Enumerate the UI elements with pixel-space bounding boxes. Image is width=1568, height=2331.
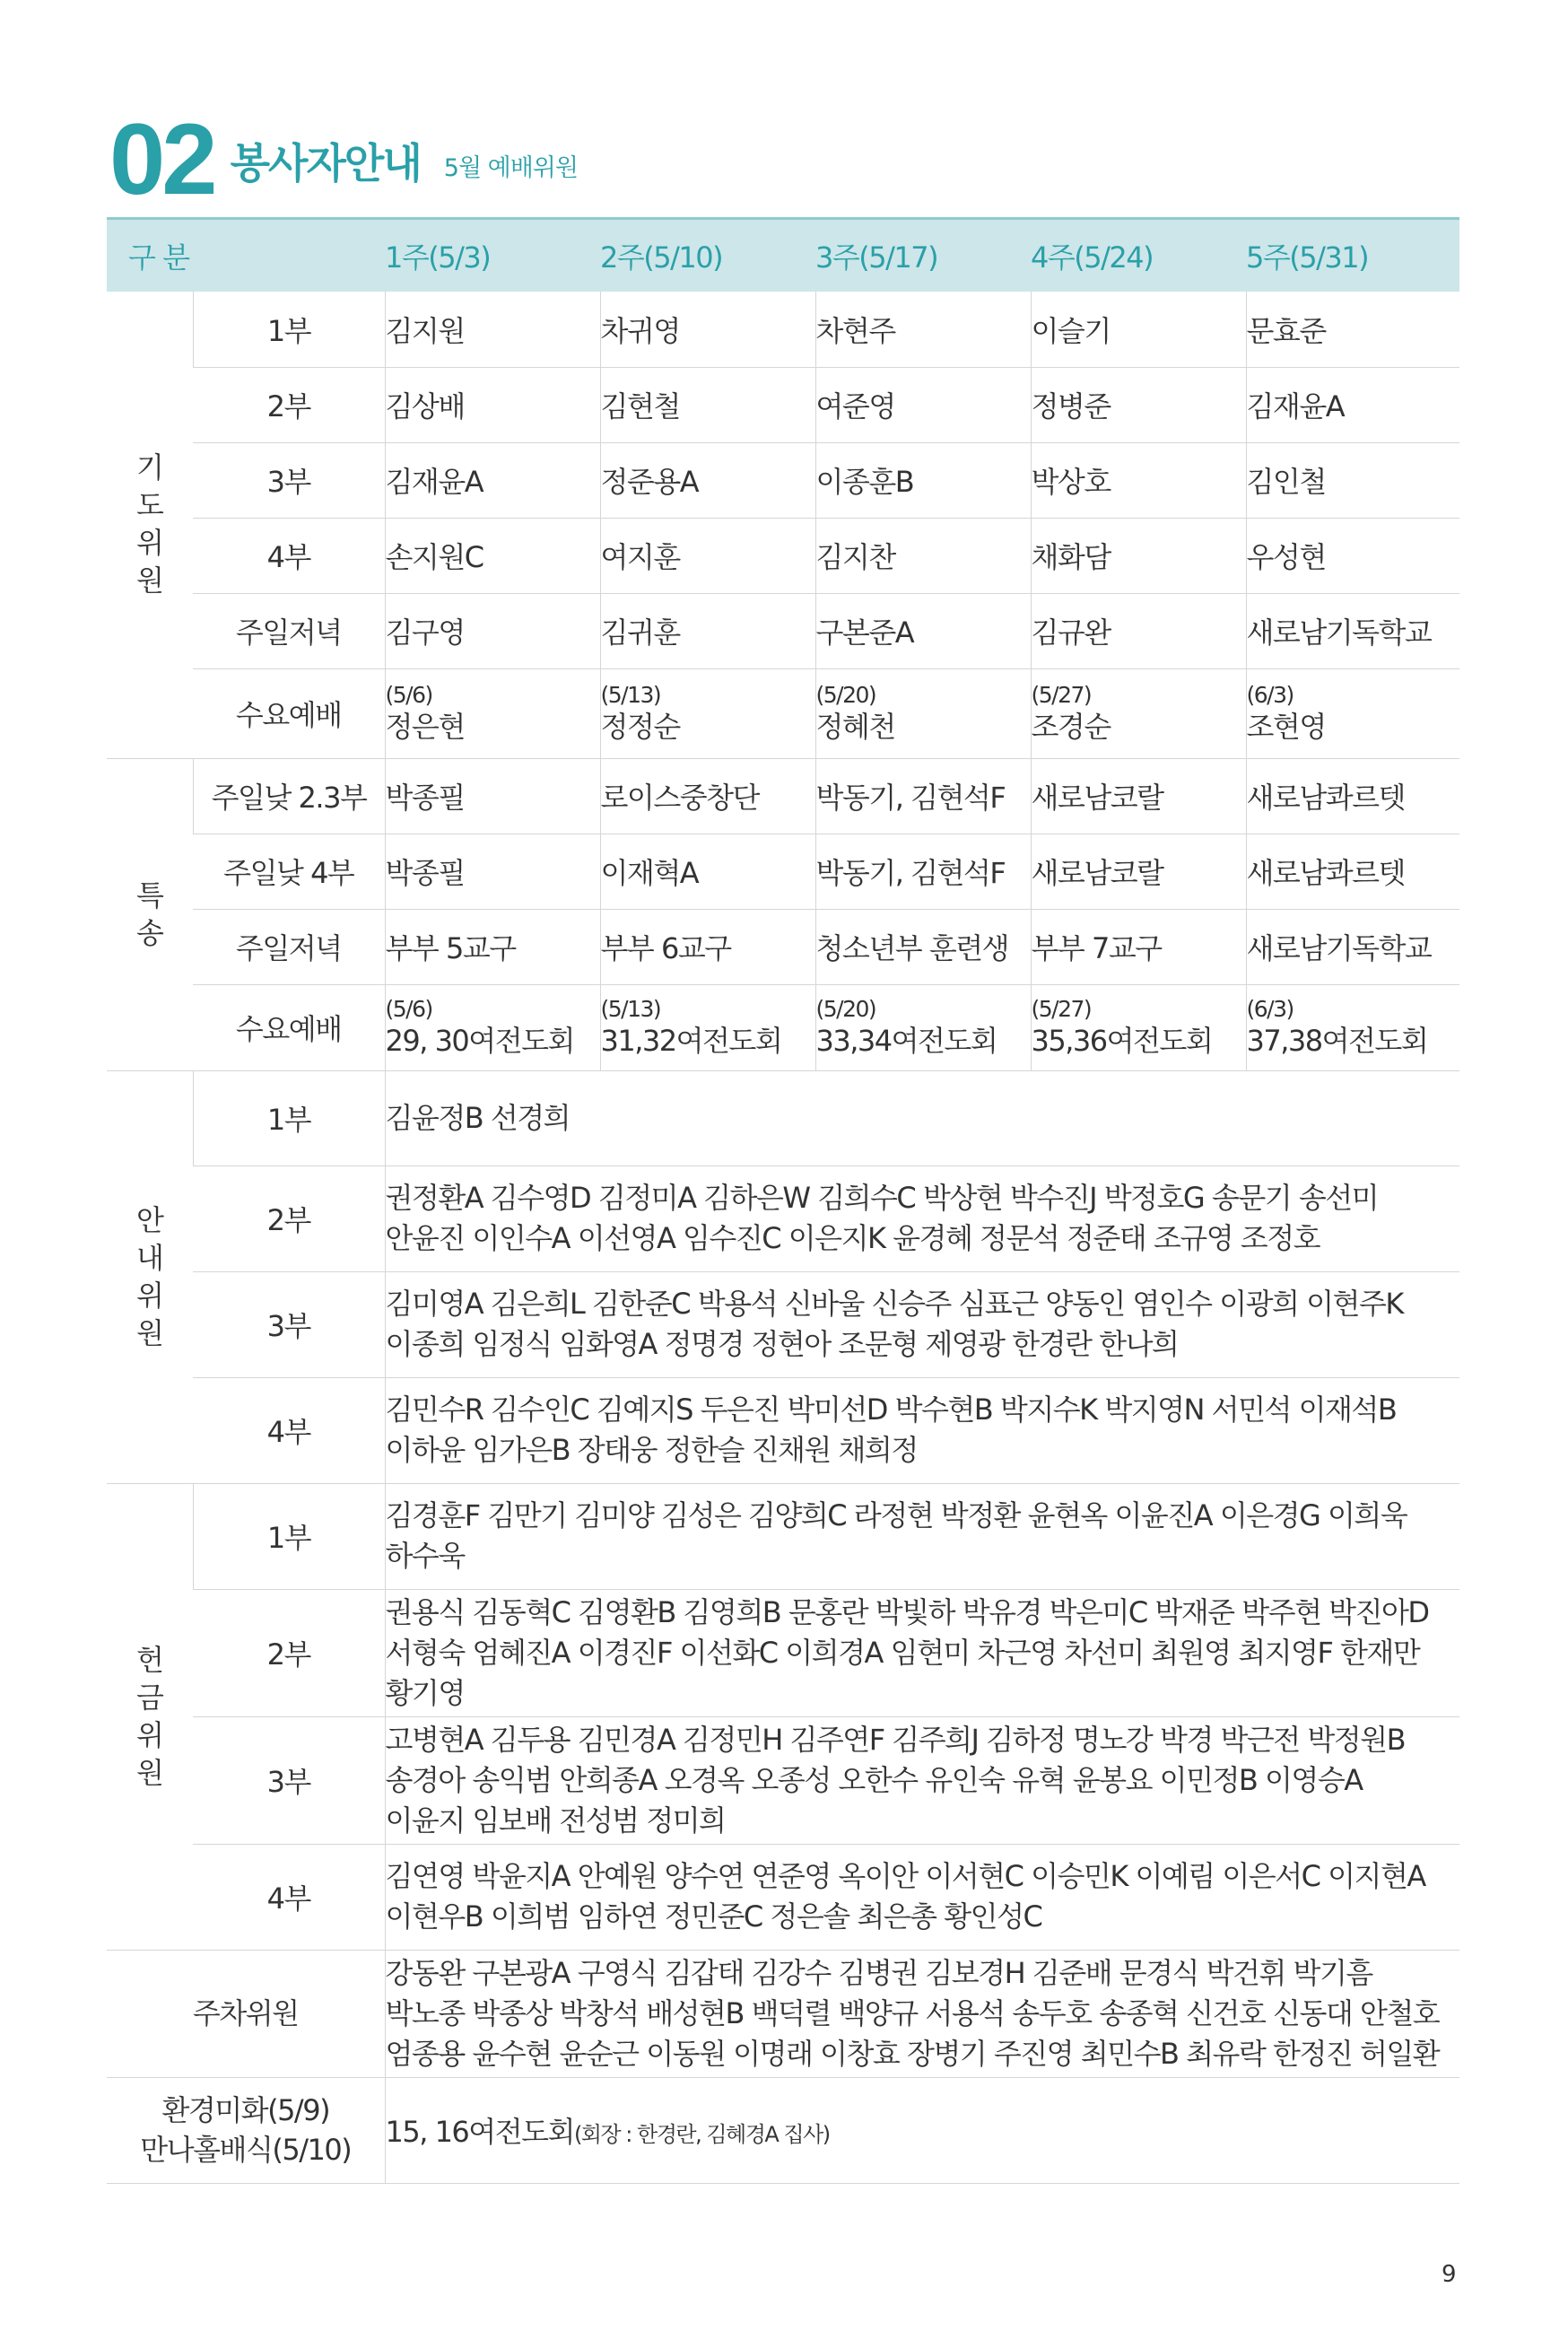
table-row [107,1950,1459,2077]
table-row [107,1070,1459,1166]
header-week-2: 2주(5/10) [600,219,815,292]
header-category: 구 분 [107,219,385,292]
table-cell: 박종필 [385,758,600,834]
header-week-3: 3주(5/17) [815,219,1031,292]
table-cell: 김인철 [1246,442,1459,518]
table-cell [1031,984,1246,1070]
row-label: 4부 [193,1377,385,1483]
names-line: 송경아 송익범 안희종A 오경옥 오종성 오한수 유인숙 유혁 윤봉요 이민정B 이영승A [385,1762,1363,1797]
header-week-1: 1주(5/3) [385,219,600,292]
table-row [107,1483,1459,1589]
names-line: 서형숙 엄혜진A 이경진F 이선화C 이희경A 임현미 차근영 차선미 최원영 최지영F 한재만 [385,1635,1420,1670]
names-line: 이종희 임정식 임화영A 정명경 정현아 조문형 제영광 한경란 한나희 [385,1327,1179,1361]
table-row [107,2077,1459,2183]
cell-name: 29, 30여전도회 [385,1024,574,1058]
row-label: 수요예배 [193,984,385,1070]
page-number: 9 [1442,2261,1457,2288]
cell-date: (5/27) [1031,996,1092,1022]
names-line: 권정환A 김수영D 김정미A 김하은W 김희수C 박상현 박수진J 박정호G 송문기 송선미 [385,1181,1379,1215]
table-cell: 박상호 [1031,442,1246,518]
env-note-text: (회장 : 한경란, 김혜경A 집사) [573,2122,830,2147]
table-cell: 새로남콰르텟 [1246,758,1459,834]
row-label: 주일저녁 [193,593,385,668]
cell-date: (6/3) [1246,996,1294,1022]
section-subtitle: 5월 예배위원 [443,154,578,182]
table-cell [1031,668,1246,758]
names-cell [385,1271,1459,1377]
row-label: 4부 [193,518,385,593]
table-cell: 김상배 [385,367,600,442]
table-cell: 김지원 [385,292,600,367]
table-cell [1246,984,1459,1070]
table-cell: 구본준A [815,593,1031,668]
row-label: 2부 [193,1166,385,1271]
table-cell: 부부 6교구 [600,909,815,984]
table-cell [385,668,600,758]
cell-name: 조현영 [1246,710,1326,744]
names-line: 이윤지 임보배 전성범 정미희 [385,1803,726,1838]
table-cell: 채화담 [1031,518,1246,593]
table-row [107,1589,1459,1716]
table-cell [1246,668,1459,758]
table-cell: 새로남기독학교 [1246,909,1459,984]
table-cell: 박동기, 김현석F [815,834,1031,909]
table-cell [385,984,600,1070]
table-cell [600,984,815,1070]
table-row [107,909,1459,984]
cell-date: (5/13) [600,682,661,708]
names-cell [385,1377,1459,1483]
names-line: 김윤정B 선경희 [385,1100,571,1135]
cell-name: 37,38여전도회 [1246,1024,1428,1058]
row-label: 1부 [193,1483,385,1589]
table-cell: 새로남기독학교 [1246,593,1459,668]
names-line: 김미영A 김은희L 김한준C 박용석 신바울 신승주 심표근 양동인 염인수 이광희 이현주K [385,1287,1403,1321]
table-row [107,984,1459,1070]
names-line: 엄종용 윤수현 윤순근 이동원 이명래 이창효 장병기 주진영 최민수B 최유락 한정진 허일환 [385,2036,1440,2071]
table-cell: 이종훈B [815,442,1031,518]
names-line: 강동완 구본광A 구영식 김갑태 김강수 김병권 김보경H 김준배 문경식 박건휘 박기흠 [385,1955,1372,1990]
cell-name: 35,36여전도회 [1031,1024,1213,1058]
names-cell [385,1844,1459,1950]
table-cell: 청소년부 훈련생 [815,909,1031,984]
table-cell [815,668,1031,758]
category-environment [107,2077,385,2183]
table-cell: 차현주 [815,292,1031,367]
names-line: 이현우B 이희범 임하연 정민준C 정은솔 최은총 황인성C [385,1899,1042,1934]
volunteer-schedule-table [107,217,1459,2184]
env-cell [385,2077,1459,2183]
table-cell: 새로남콰르텟 [1246,834,1459,909]
cell-date: (5/6) [385,682,432,708]
row-label: 주일낮 4부 [193,834,385,909]
row-label: 3부 [193,1271,385,1377]
table-cell: 여지훈 [600,518,815,593]
category-parking: 주차위원 [107,1950,385,2077]
row-label: 주일낮 2.3부 [193,758,385,834]
section-header [109,103,578,215]
row-label: 4부 [193,1844,385,1950]
category-prayer: 기도위원 [107,292,193,758]
table-cell: 김귀훈 [600,593,815,668]
table-cell: 우성현 [1246,518,1459,593]
env-label-line: 환경미화(5/9) [161,2093,330,2127]
category-usher: 안내위원 [107,1070,193,1483]
table-row [107,518,1459,593]
table-cell: 박동기, 김현석F [815,758,1031,834]
table-cell: 이재혁A [600,834,815,909]
env-label-line: 만나홀배식(5/10) [140,2133,352,2167]
table-cell: 여준영 [815,367,1031,442]
names-cell [385,1589,1459,1716]
names-cell [385,1950,1459,2077]
names-line: 권용식 김동혁C 김영환B 김영희B 문홍란 박빛하 박유경 박은미C 박재준 박주현 박진아D [385,1594,1429,1629]
table-row [107,442,1459,518]
table-row [107,758,1459,834]
table-row [107,292,1459,367]
table-cell: 이슬기 [1031,292,1246,367]
names-line: 하수욱 [385,1539,465,1573]
table-cell: 새로남코랄 [1031,834,1246,909]
cell-date: (5/20) [815,682,876,708]
section-title: 봉사자안내 [230,139,421,188]
table-cell: 부부 5교구 [385,909,600,984]
table-row [107,1377,1459,1483]
table-cell [815,984,1031,1070]
cell-name: 정정순 [600,710,680,744]
header-week-5: 5주(5/31) [1246,219,1459,292]
names-cell [385,1483,1459,1589]
table-cell: 김현철 [600,367,815,442]
table-cell: 김규완 [1031,593,1246,668]
env-main-text: 15, 16여전도회 [385,2115,574,2149]
cell-date: (6/3) [1246,682,1294,708]
cell-name: 33,34여전도회 [815,1024,997,1058]
names-line: 고병현A 김두용 김민경A 김정민H 김주연F 김주희J 김하정 명노강 박경 박근전 박정원B [385,1722,1406,1757]
cell-date: (5/13) [600,996,661,1022]
row-label: 3부 [193,1716,385,1844]
table-row [107,1716,1459,1844]
table-cell: 김지찬 [815,518,1031,593]
table-cell: 김구영 [385,593,600,668]
cell-date: (5/20) [815,996,876,1022]
table-cell: 부부 7교구 [1031,909,1246,984]
names-line: 김연영 박윤지A 안예원 양수연 연준영 옥이안 이서현C 이승민K 이예림 이은서C 이지현A [385,1859,1425,1893]
table-cell: 로이스중창단 [600,758,815,834]
table-cell: 손지원C [385,518,600,593]
cell-name: 조경순 [1031,710,1111,744]
cell-date: (5/6) [385,996,432,1022]
names-line: 안윤진 이인수A 이선영A 임수진C 이은지K 윤경혜 정문석 정준태 조규영 조정호 [385,1221,1320,1255]
row-label: 3부 [193,442,385,518]
category-offering: 헌금위원 [107,1483,193,1950]
names-line: 김경훈F 김만기 김미양 김성은 김양희C 라정현 박정환 윤현옥 이윤진A 이은경G 이희욱 [385,1498,1407,1532]
cell-name: 31,32여전도회 [600,1024,782,1058]
table-cell: 문효준 [1246,292,1459,367]
row-label: 1부 [193,292,385,367]
table-cell: 김재윤A [385,442,600,518]
table-row [107,1844,1459,1950]
table-row [107,1166,1459,1271]
header-week-4: 4주(5/24) [1031,219,1246,292]
row-label: 수요예배 [193,668,385,758]
table-row [107,593,1459,668]
table-cell: 새로남코랄 [1031,758,1246,834]
row-label: 2부 [193,1589,385,1716]
table-cell: 정준용A [600,442,815,518]
names-line: 황기영 [385,1675,465,1710]
names-cell [385,1716,1459,1844]
names-line: 김민수R 김수인C 김예지S 두은진 박미선D 박수현B 박지수K 박지영N 서민석 이재석B [385,1392,1397,1427]
row-label: 1부 [193,1070,385,1166]
names-cell [385,1070,1459,1166]
table-cell: 정병준 [1031,367,1246,442]
names-line: 이하윤 임가은B 장태웅 정한슬 진채원 채희정 [385,1433,918,1467]
cell-date: (5/27) [1031,682,1092,708]
cell-name: 정혜천 [815,710,895,744]
category-special-music: 특송 [107,758,193,1070]
names-cell [385,1166,1459,1271]
table-cell: 차귀영 [600,292,815,367]
cell-name: 정은현 [385,710,465,744]
table-cell: 박종필 [385,834,600,909]
row-label: 주일저녁 [193,909,385,984]
table-row [107,1271,1459,1377]
names-line: 박노종 박종상 박창석 배성현B 백덕렬 백양규 서용석 송두호 송종혁 신건호 신동대 안철호 [385,1995,1440,2030]
table-row [107,834,1459,909]
table-cell [600,668,815,758]
table-row [107,668,1459,758]
table-cell: 김재윤A [1246,367,1459,442]
row-label: 2부 [193,367,385,442]
section-number: 02 [109,103,214,215]
table-header-row [107,219,1459,292]
table-row [107,367,1459,442]
